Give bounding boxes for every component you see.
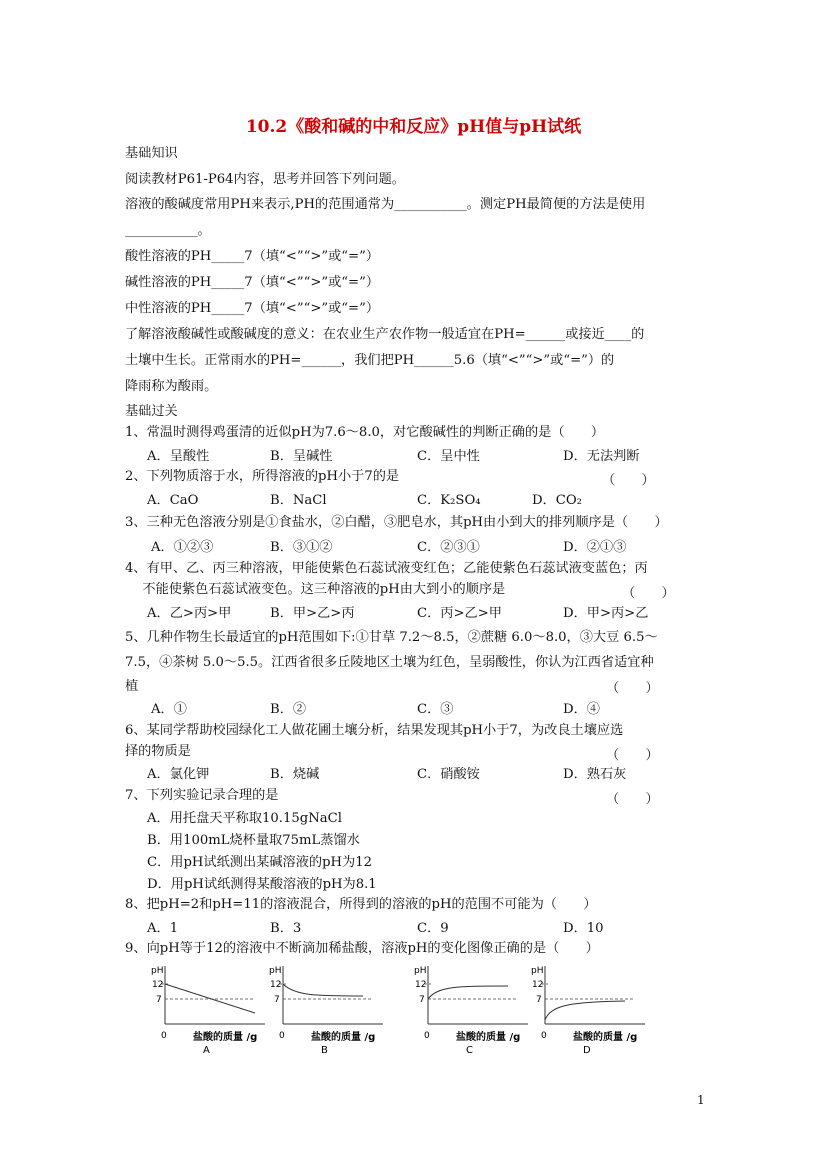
y-axis-label: pH	[269, 966, 282, 976]
tick-label-12: 12	[270, 980, 282, 990]
question-stem: 4、有甲、乙、丙三种溶液，甲能使紫色石蕊试液变红色；乙能使紫色石蕊试液变蓝色；丙	[125, 561, 648, 576]
intro-text: 阅读教材P61-P64内容，思考并回答下列问题。	[125, 172, 405, 187]
fill-line: 中性溶液的PH_____7（填“<”“>”或“=”）	[125, 301, 380, 316]
fill-line: ___________。	[125, 223, 211, 238]
x-axis-label: 盐酸的质量 /g	[456, 1032, 521, 1043]
option-c: C．②③①	[417, 540, 480, 555]
ph-chart-a	[145, 960, 275, 1060]
question-stem: 2、下列物质溶于水，所得溶液的pH小于7的是	[125, 469, 400, 484]
option-c: C．丙>乙>甲	[417, 606, 502, 621]
tick-label-12: 12	[532, 980, 544, 990]
option-a: A．①②③	[151, 540, 214, 555]
question-stem: 不能使紫色石蕊试液变色。这三种溶液的pH由大到小的顺序是	[125, 582, 506, 597]
option-b: B．烧碱	[270, 767, 320, 782]
chart-letter: C	[466, 1045, 473, 1056]
y-axis-label: pH	[531, 966, 544, 976]
answer-paren: （ ）	[622, 586, 675, 601]
question-stem: 9、向pH等于12的溶液中不断滴加稀盐酸，溶液pH的变化图像正确的是（ ）	[125, 941, 599, 956]
question-stem: 8、把pH=2和pH=11的溶液混合，所得到的溶液的pH的范围不可能为（ ）	[125, 897, 597, 912]
page-title: 10.2《酸和碱的中和反应》pH值与pH试纸	[245, 117, 582, 137]
ph-curve	[545, 1001, 625, 1020]
answer-paren: （ ）	[602, 473, 655, 488]
option-a: A．呈酸性	[147, 449, 210, 464]
option-d: D．熟石灰	[563, 767, 627, 782]
option-b: B．呈碱性	[270, 449, 333, 464]
tick-label-7: 7	[536, 995, 542, 1005]
option-d: D．②①③	[563, 540, 627, 555]
option-a: A．①	[151, 702, 187, 717]
option-a: A．乙>丙>甲	[147, 606, 232, 621]
origin-label: 0	[161, 1031, 167, 1041]
fill-line: 降雨称为酸雨。	[125, 379, 218, 394]
option-a: A．氯化钾	[147, 767, 210, 782]
x-axis-label: 盐酸的质量 /g	[193, 1032, 258, 1043]
chart-letter: B	[321, 1045, 328, 1056]
question-stem: 3、三种无色溶液分别是①食盐水，②白醋，③肥皂水，其pH由小到大的排列顺序是（ ）	[125, 515, 668, 530]
fill-line: 碱性溶液的PH_____7（填“<”“>”或“=”）	[125, 275, 380, 290]
page-number: 1	[697, 1093, 705, 1107]
ph-curve	[165, 984, 255, 1013]
origin-label: 0	[541, 1031, 547, 1041]
tick-label-12: 12	[415, 980, 427, 990]
x-axis-label: 盐酸的质量 /g	[311, 1032, 376, 1043]
fill-line: 了解溶液酸碱性或酸碱度的意义：在农业生产农作物一般适宜在PH=______或接近____的	[125, 327, 645, 342]
answer-paren: （ ）	[606, 792, 659, 807]
y-axis-label: pH	[414, 966, 427, 976]
option-c: C．呈中性	[417, 449, 480, 464]
option-b: B．③①②	[270, 540, 333, 555]
question-stem: 择的物质是	[125, 744, 191, 759]
ph-curve	[428, 986, 508, 999]
option-c: C．K₂SO₄	[417, 493, 481, 508]
option-d: D．④	[563, 702, 600, 717]
ph-curve	[283, 984, 363, 996]
option-b: B．3	[270, 921, 302, 936]
option-b: B．NaCl	[270, 493, 327, 508]
question-stem: 5、几种作物生长最适宜的pH范围如下:①甘草 7.2～8.5，②蔗糖 6.0～8.0，③大豆 6.5～	[125, 630, 658, 645]
y-axis-label: pH	[151, 966, 164, 976]
option-d: D．10	[563, 921, 604, 936]
fill-line: 土壤中生长。正常雨水的PH=______，我们把PH______5.6（填“<”“>”或“=”）的	[125, 353, 615, 368]
fill-line: 酸性溶液的PH_____7（填“<”“>”或“=”）	[125, 249, 380, 264]
answer-paren: （ ）	[606, 681, 659, 696]
question-stem: 植	[125, 679, 139, 694]
option-c: C．9	[417, 921, 449, 936]
option-d: D．CO₂	[532, 493, 582, 508]
ph-chart-b	[263, 960, 393, 1060]
option-d: D．无法判断	[563, 449, 640, 464]
fill-line: 溶液的酸碱度常用PH来表示,PH的范围通常为___________。测定PH最简便的方法是使用	[125, 197, 646, 212]
origin-label: 0	[424, 1031, 430, 1041]
option-b: B．②	[270, 702, 307, 717]
tick-label-7: 7	[274, 995, 280, 1005]
chart-letter: D	[583, 1045, 591, 1056]
section-heading-practice: 基础过关	[125, 404, 178, 419]
option-b: B．甲>乙>丙	[270, 606, 355, 621]
ph-chart-c	[408, 960, 538, 1060]
question-stem: 7、下列实验记录合理的是	[125, 788, 279, 803]
option-a: A．CaO	[147, 493, 199, 508]
answer-paren: （ ）	[606, 748, 659, 763]
option-c: C．③	[417, 702, 454, 717]
option-a: A．用托盘天平称取10.15gNaCl	[147, 811, 342, 826]
option-c: C．用pH试纸测出某碱溶液的pH为12	[147, 855, 373, 870]
question-stem: 7.5，④茶树 5.0～5.5。江西省很多丘陵地区土壤为红色，呈弱酸性，你认为江西省适宜种	[125, 655, 654, 670]
chart-letter: A	[203, 1045, 210, 1056]
option-d: D．甲>丙>乙	[563, 606, 649, 621]
tick-label-12: 12	[152, 980, 164, 990]
option-c: C．硝酸铵	[417, 767, 480, 782]
option-d: D．用pH试纸测得某酸溶液的pH为8.1	[147, 877, 377, 892]
option-b: B．用100mL烧杯量取75mL蒸馏水	[147, 833, 360, 848]
option-a: A．1	[147, 921, 179, 936]
question-stem: 1、常温时测得鸡蛋清的近似pH为7.6～8.0，对它酸碱性的判断正确的是（ ）	[125, 425, 605, 440]
question-stem: 6、某同学帮助校园绿化工人做花圃土壤分析，结果发现其pH小于7，为改良土壤应选	[125, 723, 624, 738]
origin-label: 0	[279, 1031, 285, 1041]
x-axis-label: 盐酸的质量 /g	[573, 1032, 638, 1043]
tick-label-7: 7	[419, 995, 425, 1005]
tick-label-7: 7	[156, 995, 162, 1005]
section-heading-basics: 基础知识	[125, 146, 178, 161]
ph-chart-d	[525, 960, 655, 1060]
